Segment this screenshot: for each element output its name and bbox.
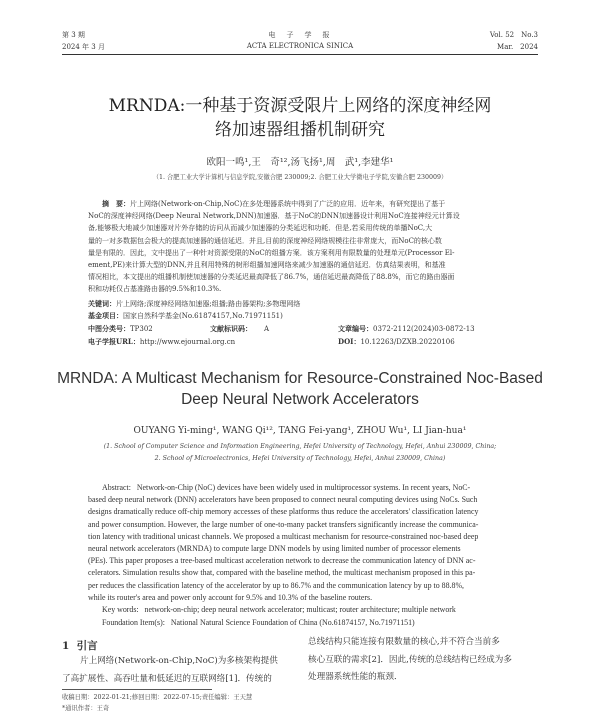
abstract-cn-text: 片上网络(Network-on-Chip,NoC)在多处理器系统中得到了广泛的应用．近年来，有研究提出了基于	[130, 200, 446, 208]
footnote-corresponding: *通讯作者：王奇	[62, 705, 110, 712]
clc-value: TP302	[130, 325, 153, 333]
article-number-label: 文章编号：	[338, 324, 373, 333]
abstract-cn-line: ement,PE)来计算大型的DNN,并且利用特殊的树形组播加速网络来减少加速器的通信延迟．仿真结果表明，和基准	[88, 261, 446, 270]
footnote-rule	[62, 689, 212, 690]
fund-cn-text: 国家自然科学基金(No.61874157,No.71971151)	[123, 312, 283, 320]
title-cn-line-1: MRNDA:一种基于资源受限片上网络的深度神经网	[108, 96, 492, 116]
abstract-cn-line: 量是有限的．因此，文中提出了一种针对资源受限的NoC的组播方案．该方案利用有限数量的处理单元(Processor El-	[88, 248, 455, 257]
abstract-en-line-1	[88, 482, 538, 494]
abstract-cn-line: NoC的深度神经网络(Deep Neural Network,DNN)加速器．基于NoC的DNN加速器设计利用NoC连接神经元计算设	[88, 212, 460, 221]
article-number	[338, 323, 475, 335]
clc-label: 中图分类号：	[88, 324, 130, 333]
journal-url-label: 电子学报URL：	[88, 337, 140, 346]
section-title: 引言	[76, 640, 98, 652]
affiliation-cn: （1. 合肥工业大学计算机与信息学院,安徽合肥 230009;2. 合肥工业大学微电子学院,安徽合肥 230009）	[152, 174, 448, 181]
fund-en	[102, 618, 542, 627]
header-rule	[62, 54, 538, 55]
abstract-cn-line: 量的一对多数据包会极大的提高加速器的通信延迟．并且,目前的深度神经网络规模往往非常庞大，而NoC的核心数	[88, 236, 442, 245]
doi-value[interactable]: 10.12263/DZXB.20220106	[360, 338, 455, 346]
fund-cn-label: 基金项目：	[88, 311, 123, 320]
fund-en-label: Foundation Item(s):	[102, 618, 165, 627]
body-line: 总线结构只能连接有限数量的核心,并不符合当前多	[308, 637, 500, 647]
document-code	[210, 323, 269, 335]
abstract-en-label: Abstract:	[102, 483, 131, 492]
keywords-cn-label: 关键词：	[88, 299, 116, 308]
document-code-value: A	[264, 325, 270, 333]
abstract-cn-line: 积和功耗仅占基准路由器的9.5%和10.3%.	[88, 285, 222, 294]
fund-en-text: National Natural Science Foundation of China (No.61874157, No.71971151)	[170, 618, 415, 627]
keywords-cn-text: 片上网络;深度神经网络加速器;组播;路由器架构;多物理网络	[116, 300, 301, 308]
body-line: 了高扩展性、高吞吐量和低延迟的互联网络[1]．传统的	[62, 673, 272, 684]
title-en-line-2: Deep Neural Network Accelerators	[181, 391, 419, 408]
abstract-en-line: and power consumption. However, the large number of one-to-many packet transfers significantly increase the communica-	[88, 519, 479, 529]
abstract-en-line: celerators. Simulation results show that, compared with the baseline method, the multicast mechanism proposed in this pa-	[88, 568, 476, 578]
abstract-cn-label: 摘 要：	[102, 199, 130, 208]
doi	[338, 336, 455, 348]
document-code-label: 文献标识码：	[210, 324, 252, 333]
title-cn-line-2: 络加速器组播机制研究	[215, 120, 385, 140]
authors-en: OUYANG Yi-ming¹, WANG Qi¹², TANG Fei-yang¹, ZHOU Wu¹, LI Jian-hua¹	[133, 426, 467, 436]
issue-number: 第 3 期	[62, 31, 85, 39]
journal-url-value[interactable]: http://www.ejournal.org.cn	[139, 338, 236, 346]
abstract-en-line: designs dramatically reduce off-chip memory accesses of these platforms thus reduce the accelerators' classification latency	[88, 507, 479, 517]
journal-name-en: ACTA ELECTRONICA SINICA	[246, 42, 354, 50]
journal-url	[88, 336, 235, 348]
abstract-en-text: Network-on-Chip (NoC) devices have been widely used in multiprocessor systems. In recent years, NoC-	[136, 483, 471, 492]
clc-number	[88, 323, 153, 335]
body-left-column	[62, 653, 294, 688]
abstract-cn-line: 备,能够极大地减少加速器对片外存储的访问从而减少加速器的分类延迟和功耗．但是,若采用传统的单播NoC,大	[88, 224, 433, 233]
abstract-en	[88, 482, 538, 604]
title-en-line-1: MRNDA: A Multicast Mechanism for Resource-Constrained Noc-Based	[57, 370, 543, 387]
abstract-cn	[88, 198, 538, 296]
article-number-value: 0372-2112(2024)03-0872-13	[373, 325, 475, 333]
abstract-cn-line: 情况相比，本文提出的组播机制使加速器的分类延迟最高降低了86.7%，通信延迟最高降低了88.8%，而它的路由器面	[88, 273, 455, 282]
body-line: 片上网络(Network-on-Chip,NoC)为多核架构提供	[80, 656, 278, 666]
abstract-en-line: while its router's area and power only account for 9.5% and 10.3% of the baseline routers.	[88, 592, 373, 602]
body-line: 处理器系统性能的瓶颈．	[308, 672, 403, 682]
body-right-column	[308, 634, 540, 687]
section-heading	[62, 638, 98, 653]
volume-number: Vol. 52 No.3	[489, 31, 538, 39]
abstract-en-line: neural network accelerators (MRNDA) to compute large DNN models by using limited number of processor elements	[88, 544, 461, 554]
authors-cn: 欧阳一鸣¹,王 奇¹²,汤飞扬¹,周 武¹,李建华¹	[206, 157, 394, 168]
section-number: 1	[62, 640, 70, 652]
affiliation-en-line-2: 2. School of Microelectronics, Hefei University of Technology, Hefei, Anhui 230009, China)	[154, 455, 446, 462]
affiliation-en-line-1: (1. School of Computer Science and Information Engineering, Hefei University of Technology, Hefei, Anhui 230009, China;	[103, 443, 497, 450]
date-en: Mar. 2024	[497, 43, 538, 51]
abstract-en-line: tion latency with traditional unicast channels. We proposed a multicast mechanism for resource-constrained noc-based deep	[88, 531, 479, 541]
keywords-en-text: network-on-chip; deep neural network accelerator; multicast; router architecture; multiple network	[144, 605, 456, 614]
keywords-en	[102, 605, 542, 614]
keywords-cn	[88, 298, 538, 310]
abstract-en-line: per reduces the classification latency of the accelerator by up to 86.7% and the communication latency by up to 88.8%,	[88, 580, 464, 590]
footnote-received: 收稿日期：2022-01-21;修回日期：2022-07-15;责任编辑：王天慧	[62, 694, 253, 701]
keywords-en-label: Key words:	[102, 605, 139, 614]
body-line: 核心互联的需求[2]．因此,传统的总线结构已经成为多	[308, 654, 512, 665]
abstract-en-line: (PEs). This paper proposes a tree-based multicast acceleration network to decrease the communication latency of DNN ac-	[88, 556, 476, 566]
doi-label: DOI：	[338, 337, 361, 346]
abstract-cn-line-1	[88, 198, 538, 210]
fund-cn	[88, 310, 538, 322]
issue-date: 2024 年 3 月	[62, 43, 105, 51]
journal-name-cn: 电 子 学 报	[268, 31, 332, 39]
abstract-en-line: based deep neural network (DNN) accelerators have been proposed to connect neural computing devices using NoCs. Such	[88, 495, 478, 505]
